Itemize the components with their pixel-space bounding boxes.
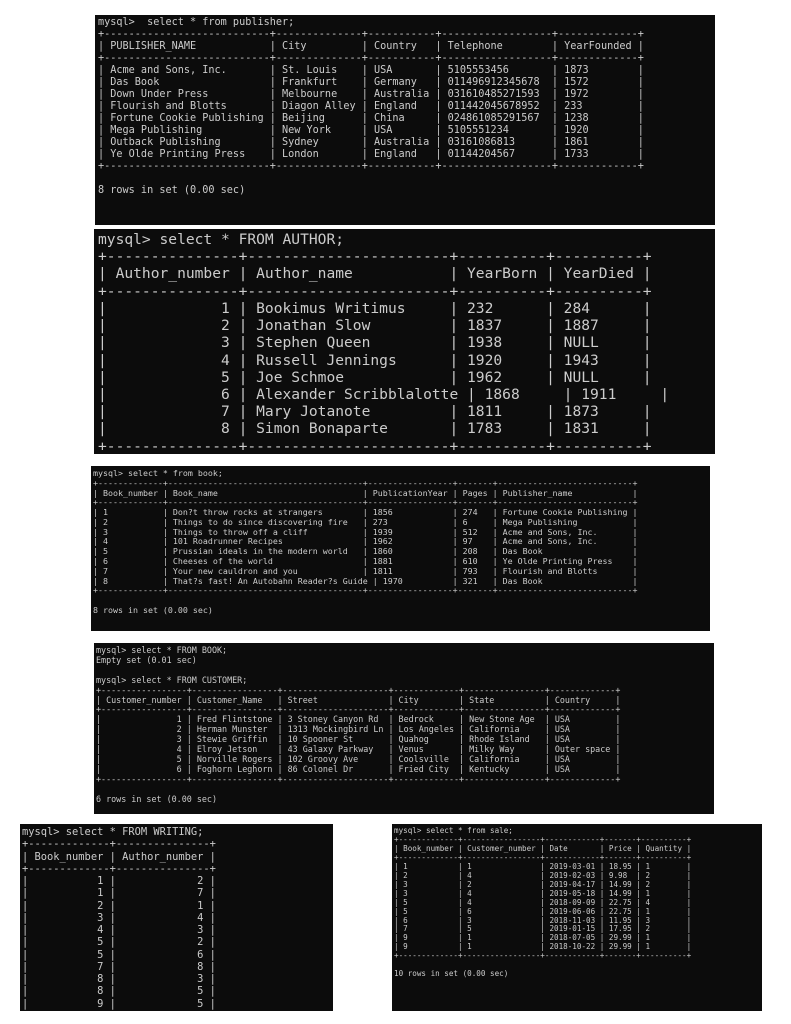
table-row: | 1 | 2 | bbox=[22, 875, 216, 888]
table-header: | Author_number | Author_name | YearBorn | YearDied | bbox=[98, 265, 652, 283]
table-row: | 5 | 6 | bbox=[22, 948, 216, 961]
table-row: | 5 | Norville Rogers | 102 Groovy Ave | Coolsville | California | USA | bbox=[96, 753, 621, 764]
table-row: | 8 | That?s fast! An Autobahn Reader?s Guide | 1970 | 321 | Das Book | bbox=[93, 575, 638, 586]
table-row: | 1 | Bookimus Writimus | 232 | 284 | bbox=[98, 299, 652, 317]
table-row: | 3 | Stephen Queen | 1938 | NULL | bbox=[98, 334, 652, 352]
table-row: | 3 | Things to throw off a cliff | 1939 | 512 | Acme and Sons, Inc. | bbox=[93, 526, 638, 537]
terminal-output bbox=[95, 15, 715, 197]
table-row: | 4 | Elroy Jetson | 43 Galaxy Parkway | Venus | Milky Way | Outer space | bbox=[96, 744, 621, 755]
table-row: | 9 | 5 | bbox=[22, 997, 216, 1010]
table-border: +-------------+-----------------+------------+-------+----------+ bbox=[394, 951, 692, 961]
blank-line bbox=[93, 595, 710, 605]
command-line: mysql> select * from sale; bbox=[394, 826, 513, 835]
table-row: | 4 | 101 Roadrunner Recipes | 1962 | 97 | Acme and Sons, Inc. | bbox=[93, 536, 638, 547]
table-row: | Ye Olde Printing Press | London | England | 01144204567 | 1733 | bbox=[98, 149, 644, 161]
table-border: +-----------------+-----------------+---------------------+-------------+----------------+-------------+ bbox=[96, 684, 621, 695]
table-row: | 6 | Alexander Scribblalotte | 1868 | 1911 | bbox=[98, 385, 670, 403]
result-summary: 8 rows in set (0.00 sec) bbox=[93, 604, 213, 615]
terminal-writing bbox=[20, 824, 333, 1011]
table-border: +-------------+---------------+ bbox=[22, 862, 216, 875]
terminal-line: mysql> select * FROM BOOK; bbox=[96, 645, 228, 655]
table-row: | 2 | Things to do since discovering fire | 273 | 6 | Mega Publishing | bbox=[93, 516, 638, 527]
table-header: | Book_number | Book_name | PublicationYear | Pages | Publisher_name | bbox=[93, 487, 638, 498]
table-border: +---------------+-----------------------+----------+----------+ bbox=[98, 282, 652, 300]
table-row: | 7 | 8 | bbox=[22, 960, 216, 973]
terminal-output bbox=[94, 229, 715, 454]
table-row: | 5 | 2 | bbox=[22, 936, 216, 949]
terminal-sale bbox=[392, 824, 762, 1011]
table-border: +-------------+-----------------+------------+-------+----------+ bbox=[394, 852, 692, 862]
terminal-line bbox=[96, 665, 714, 675]
table-row: | 5 | Joe Schmoe | 1962 | NULL | bbox=[98, 368, 652, 386]
result-summary: 10 rows in set (0.00 sec) bbox=[394, 969, 509, 979]
table-row: | 5 | Prussian ideals in the modern world | 1860 | 208 | Das Book | bbox=[93, 546, 638, 557]
table-row: | 7 | Your new cauldron and you | 1811 | 793 | Flourish and Blotts | bbox=[93, 565, 638, 576]
table-row bbox=[22, 1010, 333, 1011]
table-border: +---------------------------+--------------+-----------+------------------+-------------+ bbox=[98, 29, 644, 41]
table-row: | 7 | 5 | 2019-01-15 | 17.95 | 2 | bbox=[394, 924, 692, 934]
table-row: | Fortune Cookie Publishing | Beijing | China | 024861085291567 | 1238 | bbox=[98, 113, 644, 125]
terminal-output bbox=[392, 824, 762, 978]
table-row: | 6 | Cheeses of the world | 1881 | 610 | Ye Olde Printing Press | bbox=[93, 556, 638, 567]
table-row: | 1 | Don?t throw rocks at strangers | 1856 | 274 | Fortune Cookie Publishing | bbox=[93, 507, 638, 518]
table-row: | Outback Publishing | Sydney | Australia | 03161086813 | 1861 | bbox=[98, 137, 644, 149]
terminal-line: mysql> select * FROM CUSTOMER; bbox=[96, 674, 248, 685]
table-row: | 7 | Mary Jotanote | 1811 | 1873 | bbox=[98, 403, 652, 421]
table-border: +-------------+---------------------------------------+-----------------+-------+---------------------------+ bbox=[93, 497, 638, 508]
table-row: | 9 | 1 | 2018-10-22 | 29.99 | 1 | bbox=[394, 942, 692, 952]
table-row: | Mega Publishing | New York | USA | 5105551234 | 1920 | bbox=[98, 125, 644, 137]
table-border: +---------------------------+--------------+-----------+------------------+-------------+ bbox=[98, 161, 644, 173]
table-row: | 1 | Fred Flintstone | 3 Stoney Canyon Rd | Bedrock | New Stone Age | USA | bbox=[96, 714, 621, 725]
command-line: mysql> select * from publisher; bbox=[98, 17, 295, 28]
table-header: | PUBLISHER_NAME | City | Country | Telephone | YearFounded | bbox=[98, 41, 644, 53]
table-row: | 2 | 1 | bbox=[22, 899, 216, 912]
table-row: | 9 | 1 | 2018-07-05 | 29.99 | 1 | bbox=[394, 933, 692, 943]
table-border: +-------------+---------------------------------------+-----------------+-------+---------------------------+ bbox=[93, 585, 638, 596]
table-header: | Customer_number | Customer_Name | Street | City | State | Country | bbox=[96, 694, 621, 705]
table-header: | Book_number | Author_number | bbox=[22, 850, 216, 863]
table-row: | 3 | Stewie Griffin | 10 Spooner St | Quahog | Rhode Island | USA | bbox=[96, 734, 621, 745]
table-row: | Acme and Sons, Inc. | St. Louis | USA | 5105553456 | 1873 | bbox=[98, 65, 644, 77]
table-row: | 2 | Jonathan Slow | 1837 | 1887 | bbox=[98, 317, 652, 335]
terminal-publisher bbox=[95, 15, 715, 225]
result-summary: 8 rows in set (0.00 sec) bbox=[98, 185, 246, 197]
table-row: | 5 | 4 | 2018-09-09 | 22.75 | 4 | bbox=[394, 897, 692, 907]
table-row: | 4 | Russell Jennings | 1920 | 1943 | bbox=[98, 351, 652, 369]
terminal-line: Empty set (0.01 sec) bbox=[96, 654, 197, 665]
table-row: | 3 | 2 | 2019-04-17 | 14.99 | 2 | bbox=[394, 879, 692, 889]
table-row: | 1 | 7 | bbox=[22, 887, 216, 900]
terminal-author bbox=[94, 229, 715, 454]
table-header: | Book_number | Customer_number | Date | Price | Quantity | bbox=[394, 843, 692, 853]
command-line: mysql> select * FROM WRITING; bbox=[22, 826, 204, 838]
table-row: | 8 | 5 | bbox=[22, 985, 216, 998]
table-border: +-------------+---------------+ bbox=[22, 838, 216, 851]
terminal-output bbox=[91, 466, 710, 615]
table-border: +---------------+-----------------------+----------+----------+ bbox=[98, 437, 652, 454]
blank-line bbox=[96, 784, 714, 794]
blank-line bbox=[98, 173, 715, 185]
table-row: | 1 | 1 | 2019-03-01 | 18.95 | 1 | bbox=[394, 861, 692, 871]
table-border: +---------------------------+--------------+-----------+------------------+-------------+ bbox=[98, 53, 644, 65]
table-row: | Down Under Press | Melbourne | Australia | 031610485271593 | 1972 | bbox=[98, 89, 644, 101]
command-line: mysql> select * from book; bbox=[93, 468, 223, 478]
table-row: | 8 | 3 | bbox=[22, 973, 216, 986]
table-border: +-----------------+-----------------+---------------------+-------------+----------------+-------------+ bbox=[96, 773, 621, 784]
table-border: +-------------+---------------------------------------+-----------------+-------+---------------------------+ bbox=[93, 477, 638, 488]
table-border: +-----------------+-----------------+---------------------+-------------+----------------+-------------+ bbox=[96, 704, 621, 715]
table-row: | 2 | 4 | 2019-02-03 | 9.98 | 2 | bbox=[394, 870, 692, 880]
table-row: | 3 | 4 | bbox=[22, 911, 216, 924]
table-row: | Das Book | Frankfurt | Germany | 011496912345678 | 1572 | bbox=[98, 77, 644, 89]
blank-line bbox=[394, 960, 762, 969]
command-line: mysql> select * FROM AUTHOR; bbox=[98, 231, 345, 248]
table-row: | 5 | 6 | 2019-06-06 | 22.75 | 1 | bbox=[394, 906, 692, 916]
table-border: +---------------+-----------------------+----------+----------+ bbox=[98, 248, 652, 266]
terminal-book bbox=[91, 466, 710, 631]
table-row: | 3 | 4 | 2019-05-18 | 14.99 | 1 | bbox=[394, 888, 692, 898]
table-row: | 4 | 3 | bbox=[22, 924, 216, 937]
table-border: +-------------+-----------------+------------+-------+----------+ bbox=[394, 834, 692, 844]
terminal-customer bbox=[94, 643, 714, 814]
table-row: | 6 | 3 | 2018-11-03 | 11.95 | 3 | bbox=[394, 915, 692, 925]
table-row: | 6 | Foghorn Leghorn | 86 Colonel Dr | Fried City | Kentucky | USA | bbox=[96, 763, 621, 774]
terminal-output bbox=[94, 643, 714, 804]
table-row: | 2 | Herman Munster | 1313 Mockingbird Ln | Los Angeles | California | USA | bbox=[96, 724, 621, 735]
table-row: | 8 | Simon Bonaparte | 1783 | 1831 | bbox=[98, 420, 652, 438]
table-row: | Flourish and Blotts | Diagon Alley | England | 011442045678952 | 233 | bbox=[98, 101, 644, 113]
terminal-output bbox=[20, 824, 333, 1011]
result-summary: 6 rows in set (0.00 sec) bbox=[96, 793, 218, 804]
